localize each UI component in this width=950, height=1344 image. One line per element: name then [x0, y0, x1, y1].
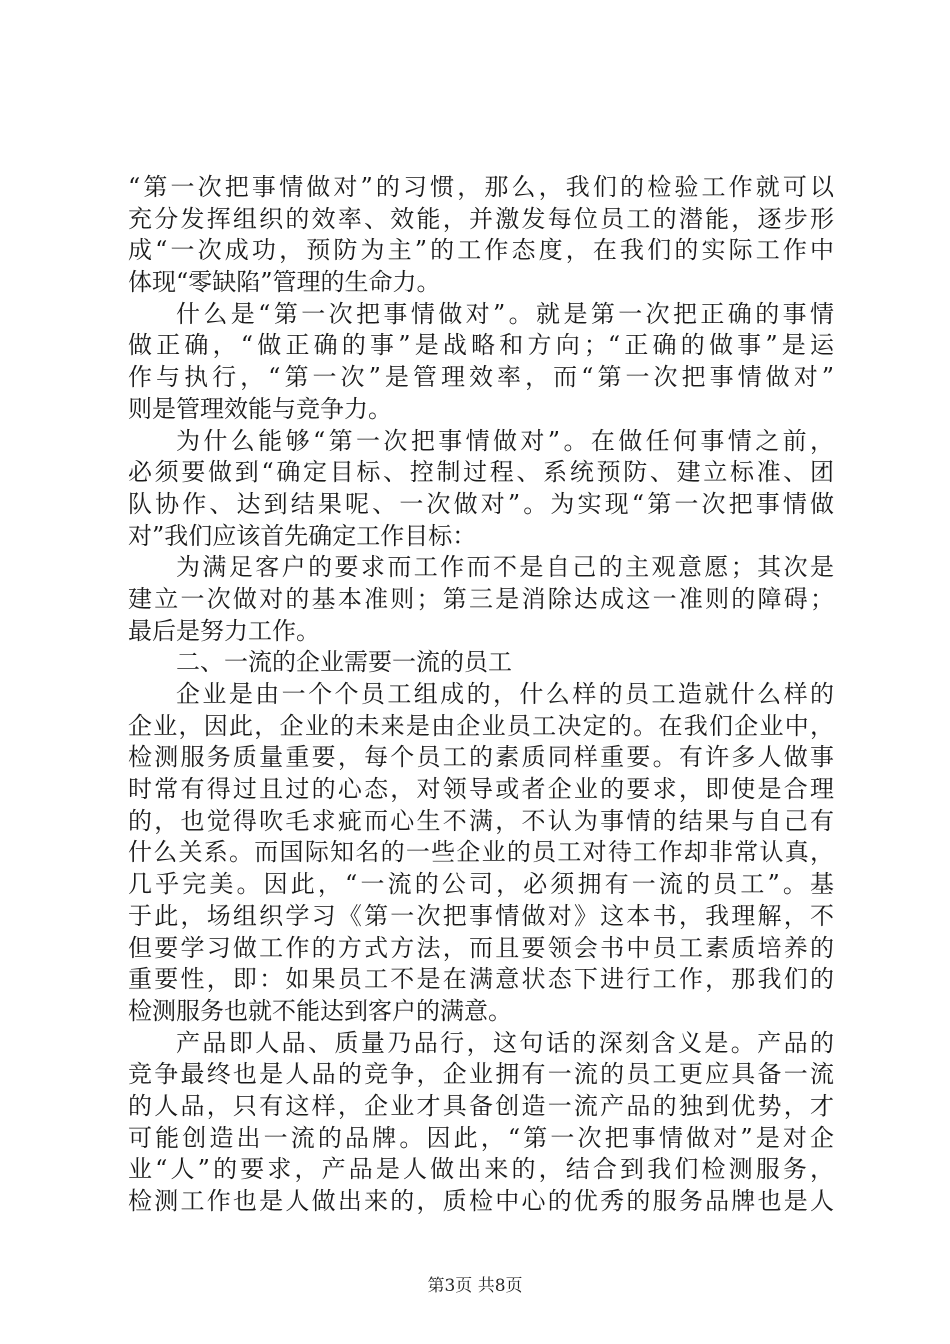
text-line: 竞争最终也是人品的竞争，企业拥有一流的员工更应具备一流: [128, 1060, 834, 1089]
text-line: 重要性，即：如果员工不是在满意状态下进行工作，那我们的: [128, 965, 834, 994]
text-line: 必须要做到“确定目标、控制过程、系统预防、建立标准、团: [128, 458, 834, 487]
text-line: 最后是努力工作。: [128, 616, 320, 645]
text-line: 为什么能够“第一次把事情做对”。在做任何事情之前，: [176, 426, 834, 455]
text-line: 体现“零缺陷”管理的生命力。: [128, 268, 441, 297]
text-line: 企业，因此，企业的未来是由企业员工决定的。在我们企业中，: [128, 711, 834, 740]
text-line: 建立一次做对的基本准则；第三是消除达成这一准则的障碍；: [128, 584, 834, 613]
text-line: 做正确，“做正确的事”是战略和方向；“正确的做事”是运: [128, 331, 834, 360]
text-line: 可能创造出一流的品牌。因此，“第一次把事情做对”是对企: [128, 1123, 834, 1152]
page-footer: 第3页 共8页: [427, 1276, 523, 1296]
text-line: 什么关系。而国际知名的一些企业的员工对待工作却非常认真，: [128, 838, 834, 867]
text-line: 的人品，只有这样，企业才具备创造一流产品的独到优势，才: [128, 1091, 834, 1120]
text-line: 二、一流的企业需要一流的员工: [176, 648, 512, 677]
text-line: 作与执行，“第一次”是管理效率，而“第一次把事情做对”: [128, 363, 834, 392]
text-line: 对”我们应该首先确定工作目标：: [128, 521, 477, 550]
text-line: 则是管理效能与竞争力。: [128, 394, 392, 423]
text-line: 检测工作也是人做出来的，质检中心的优秀的服务品牌也是人: [128, 1187, 834, 1215]
text-line: 但要学习做工作的方式方法，而且要领会书中员工素质培养的: [128, 933, 834, 962]
text-line: 检测服务质量重要，每个员工的素质同样重要。有许多人做事: [128, 743, 834, 772]
text-line: 企业是由一个个员工组成的，什么样的员工造就什么样的: [176, 680, 834, 708]
text-line: 充分发挥组织的效率、效能，并激发每位员工的潜能，逐步形: [128, 204, 834, 233]
text-line: 产品即人品、质量乃品行，这句话的深刻含义是。产品的: [176, 1028, 834, 1057]
text-line: 检测服务也就不能达到客户的满意。: [128, 996, 512, 1025]
text-line: 时常有得过且过的心态，对领导或者企业的要求，即使是合理: [128, 775, 834, 804]
text-line: “第一次把事情做对”的习惯，那么，我们的检验工作就可以: [128, 173, 834, 201]
text-line: 为满足客户的要求而工作而不是自己的主观意愿；其次是: [176, 553, 834, 582]
text-line: 队协作、达到结果呢、一次做对”。为实现“第一次把事情做: [128, 489, 834, 518]
text-line: 业“人”的要求，产品是人做出来的，结合到我们检测服务，: [128, 1155, 834, 1184]
document-body: [128, 172, 834, 1218]
text-line: 于此，场组织学习《第一次把事情做对》这本书，我理解，不: [128, 901, 834, 930]
text-line: 成“一次成功，预防为主”的工作态度，在我们的实际工作中: [128, 236, 834, 265]
text-line: 几乎完美。因此，“一流的公司，必须拥有一流的员工”。基: [128, 870, 834, 899]
text-line: 什么是“第一次把事情做对”。就是第一次把正确的事情: [176, 299, 834, 328]
text-line: 的，也觉得吹毛求疵而心生不满，不认为事情的结果与自己有: [128, 806, 834, 835]
